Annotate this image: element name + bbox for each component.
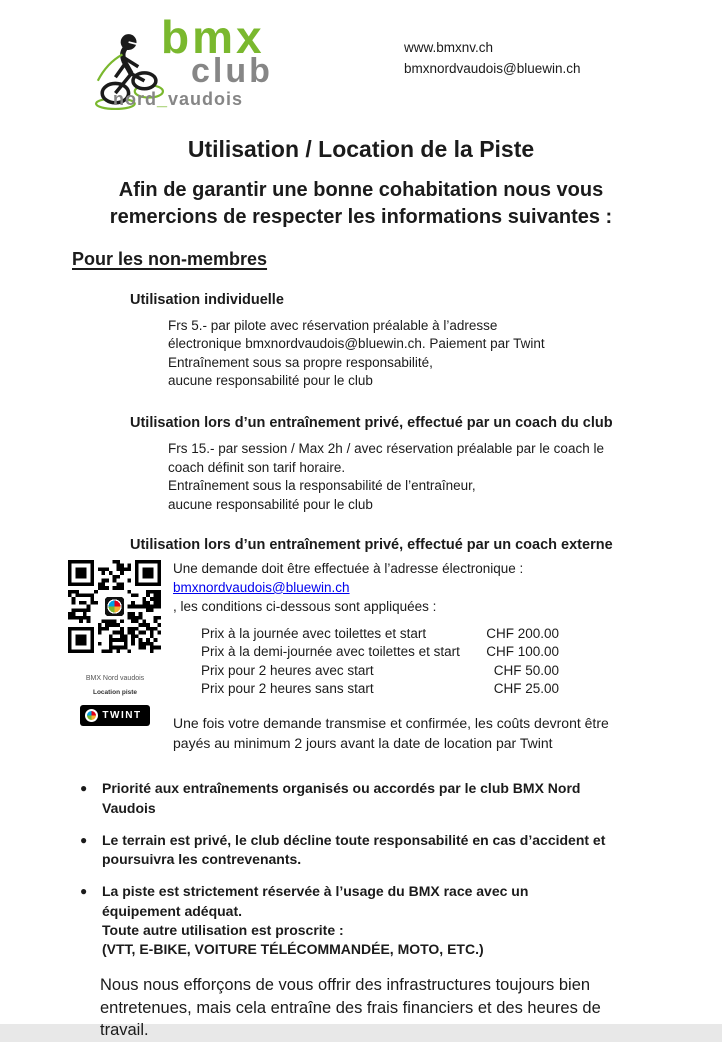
contact-block xyxy=(404,38,581,80)
logo-word-nord-vaudois: nord_vaudois xyxy=(113,89,244,109)
payment-note: Une fois votre demande transmise et confirmée, les coûts devront être payés au minimum 2 jours avant la date de location par Twint xyxy=(173,715,609,751)
rule-item-priority: ● Priorité aux entraînements organisés ou accordés par le club BMX Nord Vaudois xyxy=(80,779,700,818)
website-text: www.bmxnv.ch xyxy=(404,40,494,55)
coach-externe-text: Une demande doit être effectuée à l’adresse électronique : bmxnordvaudois@bluewin.ch , les conditions ci-dessous sont appliquées : Prix à la journée avec toilettes et start CHF 200.00 Prix à la demi-journée avec toilettes et start CHF 100.00 Prix pour 2 heures avec start CHF 50.00 Prix pour 2 heures sans start CHF 25.00 Une fois votre demande transmise et confirmée, les coûts devront être payés au minimum 2 jours avant la date de location par Twint xyxy=(173,560,643,753)
closing-paragraph: Nous nous efforçons de vous offrir des infrastructures toujours bien entretenues, mais cela entraîne des frais financiers et des heures de travail. xyxy=(100,975,601,1040)
price-table xyxy=(201,625,559,700)
price-row: Prix pour 2 heures sans start CHF 25.00 xyxy=(201,681,559,697)
section-coach-du-club xyxy=(130,415,722,513)
rule-item-bmx-only: ● La piste est strictement réservée à l’usage du BMX race avec un équipement adéquat. Toute autre utilisation est proscrite : (VTT, E-BIKE, VOITURE TÉLÉCOMMANDÉE, MOTO, ETC.) xyxy=(80,882,700,959)
section-coach-externe xyxy=(0,537,722,753)
price-row: Prix à la journée avec toilettes et start CHF 200.00 xyxy=(201,625,559,641)
page-header xyxy=(0,0,722,122)
twint-logo: TWINT xyxy=(80,705,149,726)
qr-caption-location: Location piste xyxy=(92,688,138,696)
logo-word-club: club xyxy=(191,52,273,90)
subsection-heading: Utilisation lors d’un entraînement privé, effectué par un coach du club xyxy=(130,415,613,432)
body-text: Frs 15.- par session / Max 2h / avec réservation préalable par le coach le coach définit son tarif horaire. Entraînement sous la responsabilité de l’entraîneur, aucune responsabilité pour le club xyxy=(168,441,604,512)
twint-qr-code xyxy=(68,560,161,653)
page-title: Utilisation / Location de la Piste xyxy=(187,136,535,162)
intro-paragraph: Afin de garantir une bonne cohabitation nous vous remercions de respecter les informations suivantes : xyxy=(109,179,613,228)
qr-caption-club: BMX Nord vaudois xyxy=(85,674,145,682)
price-row: Prix pour 2 heures avec start CHF 50.00 xyxy=(201,662,559,678)
logo-word-bmx: bmx xyxy=(161,11,265,63)
section-utilisation-individuelle xyxy=(130,292,722,390)
body-text: Frs 5.- par pilote avec réservation préalable à l’adresse électronique bmxnordvaudois@bluewin.ch. Paiement par Twint Entraînement sous sa propre responsabilité, aucune responsabilité pour le club xyxy=(168,318,545,389)
email-text: bmxnordvaudois@bluewin.ch xyxy=(404,60,581,76)
bmx-club-logo xyxy=(85,11,285,118)
subsection-heading: Utilisation individuelle xyxy=(130,292,284,308)
subsection-heading: Utilisation lors d’un entraînement privé, effectué par un coach externe xyxy=(130,536,613,553)
rules-list xyxy=(80,779,700,960)
twint-circle-icon xyxy=(85,709,98,722)
rule-item-private-terrain: ● Le terrain est privé, le club décline toute responsabilité en cas d’accident et poursuivra les contrevenants. xyxy=(80,831,700,870)
price-row: Prix à la demi-journée avec toilettes et start CHF 100.00 xyxy=(201,644,559,660)
email-link[interactable]: bmxnordvaudois@bluewin.ch xyxy=(173,579,350,595)
qr-payment-column xyxy=(68,560,162,753)
section-heading-non-membres: Pour les non-membres xyxy=(72,249,268,269)
